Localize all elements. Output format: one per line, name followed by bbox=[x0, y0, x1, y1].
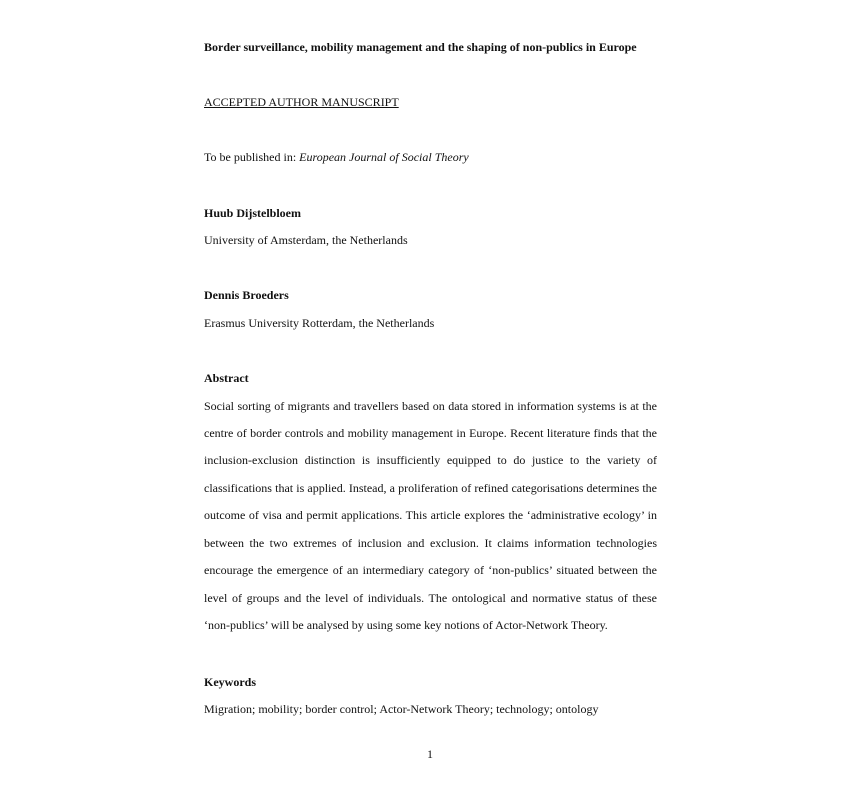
author-affiliation-2: Erasmus University Rotterdam, the Netherlands bbox=[204, 316, 435, 330]
page-number: 1 bbox=[427, 747, 433, 761]
publication-line bbox=[204, 150, 469, 164]
abstract-line: centre of border controls and mobility management in Europe. Recent literature finds that the bbox=[204, 426, 657, 440]
manuscript-label: ACCEPTED AUTHOR MANUSCRIPT bbox=[204, 95, 399, 109]
abstract-line: Social sorting of migrants and travellers based on data stored in information systems is at the bbox=[204, 399, 657, 413]
abstract-line: ‘non-publics’ will be analysed by using some key notions of Actor-Network Theory. bbox=[204, 618, 608, 632]
abstract-line: classifications that is applied. Instead, a proliferation of refined categorisations determines the bbox=[204, 481, 657, 495]
abstract-heading: Abstract bbox=[204, 371, 249, 385]
author-affiliation-1: University of Amsterdam, the Netherlands bbox=[204, 233, 408, 247]
abstract-line: level of groups and the level of individuals. The ontological and normative status of these bbox=[204, 591, 657, 605]
keywords-text: Migration; mobility; border control; Actor-Network Theory; technology; ontology bbox=[204, 702, 599, 716]
abstract-line: encourage the emergence of an intermediary category of ‘non-publics’ situated between the bbox=[204, 563, 657, 577]
abstract-line: inclusion-exclusion distinction is insufficiently equipped to do justice to the variety of bbox=[204, 453, 657, 467]
journal-name: European Journal of Social Theory bbox=[299, 150, 469, 164]
keywords-heading: Keywords bbox=[204, 675, 256, 689]
abstract-line: outcome of visa and permit applications. This article explores the ‘administrative ecology’ in bbox=[204, 508, 657, 522]
author-name-1: Huub Dijstelbloem bbox=[204, 206, 302, 220]
publication-prefix: To be published in: bbox=[204, 150, 300, 164]
author-name-2: Dennis Broeders bbox=[204, 288, 289, 302]
paper-title: Border surveillance, mobility management and the shaping of non-publics in Europe bbox=[204, 40, 637, 54]
abstract-line: between the two extremes of inclusion and exclusion. It claims information technologies bbox=[204, 536, 657, 550]
